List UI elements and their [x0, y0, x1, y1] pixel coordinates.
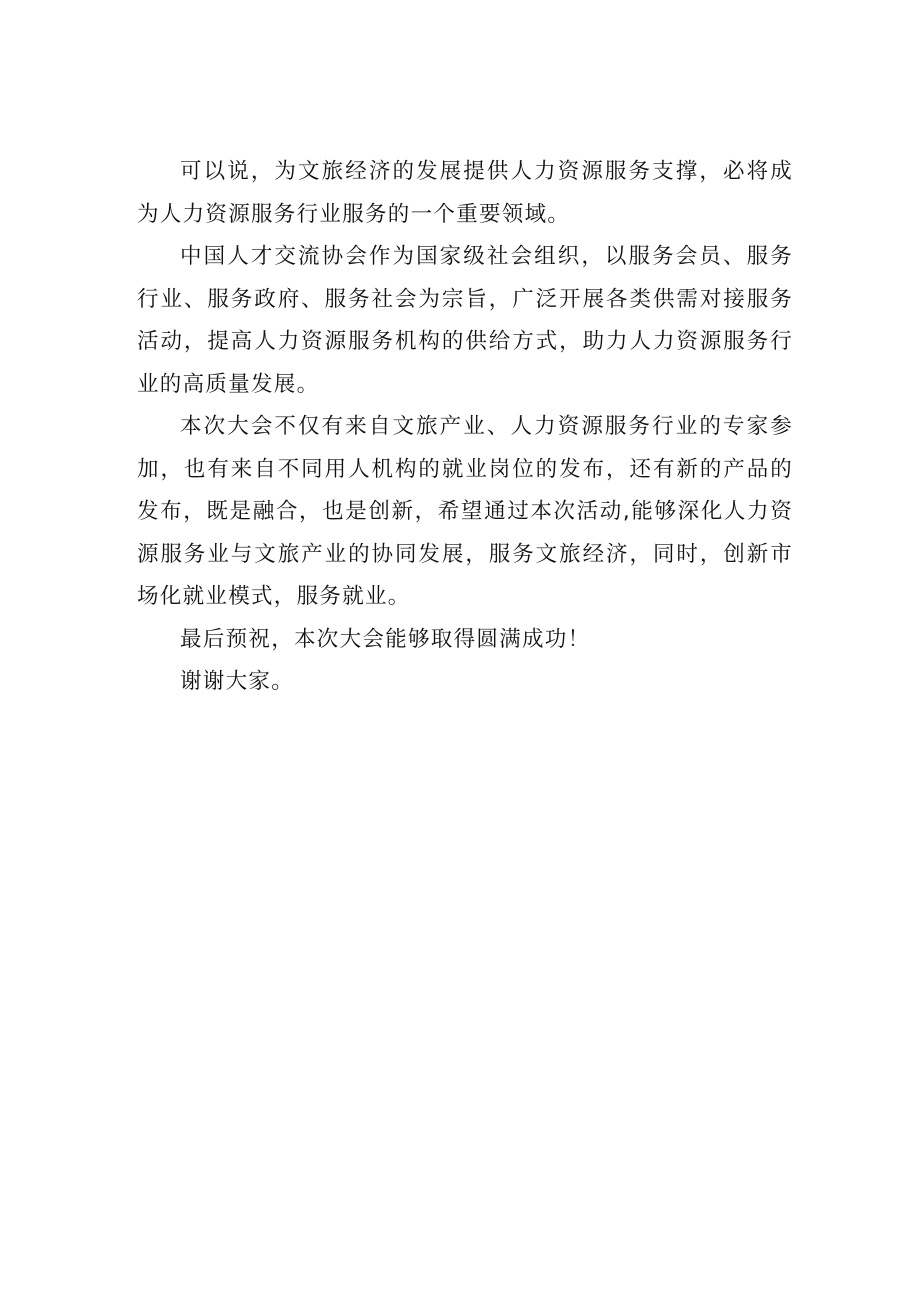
document-body: [137, 151, 793, 704]
paragraph-thanks: 谢谢大家。: [180, 669, 295, 694]
paragraph-closing-wish: 最后预祝，本次大会能够取得圆满成功！: [180, 626, 591, 652]
paragraph-hr-services-domain: 可以说，为文旅经济的发展提供人力资源服务支撑，必将成为人力资源服务行业服务的一个重要领域。: [137, 159, 793, 227]
paragraph-conference-significance: 本次大会不仅有来自文旅产业、人力资源服务行业的专家参加，也有来自不同用人机构的就业岗位的发布，还有新的产品的发布，既是融合，也是创新，希望通过本次活动,能够深化人力资源服务业与文旅产业的协同发展，服务文旅经济，同时，创新市场化就业模式，服务就业。: [137, 414, 793, 609]
paragraph-association-intro: 中国人才交流协会作为国家级社会组织，以服务会员、服务行业、服务政府、服务社会为宗旨，广泛开展各类供需对接服务活动，提高人力资源服务机构的供给方式，助力人力资源服务行业的高质量发展。: [137, 244, 793, 397]
